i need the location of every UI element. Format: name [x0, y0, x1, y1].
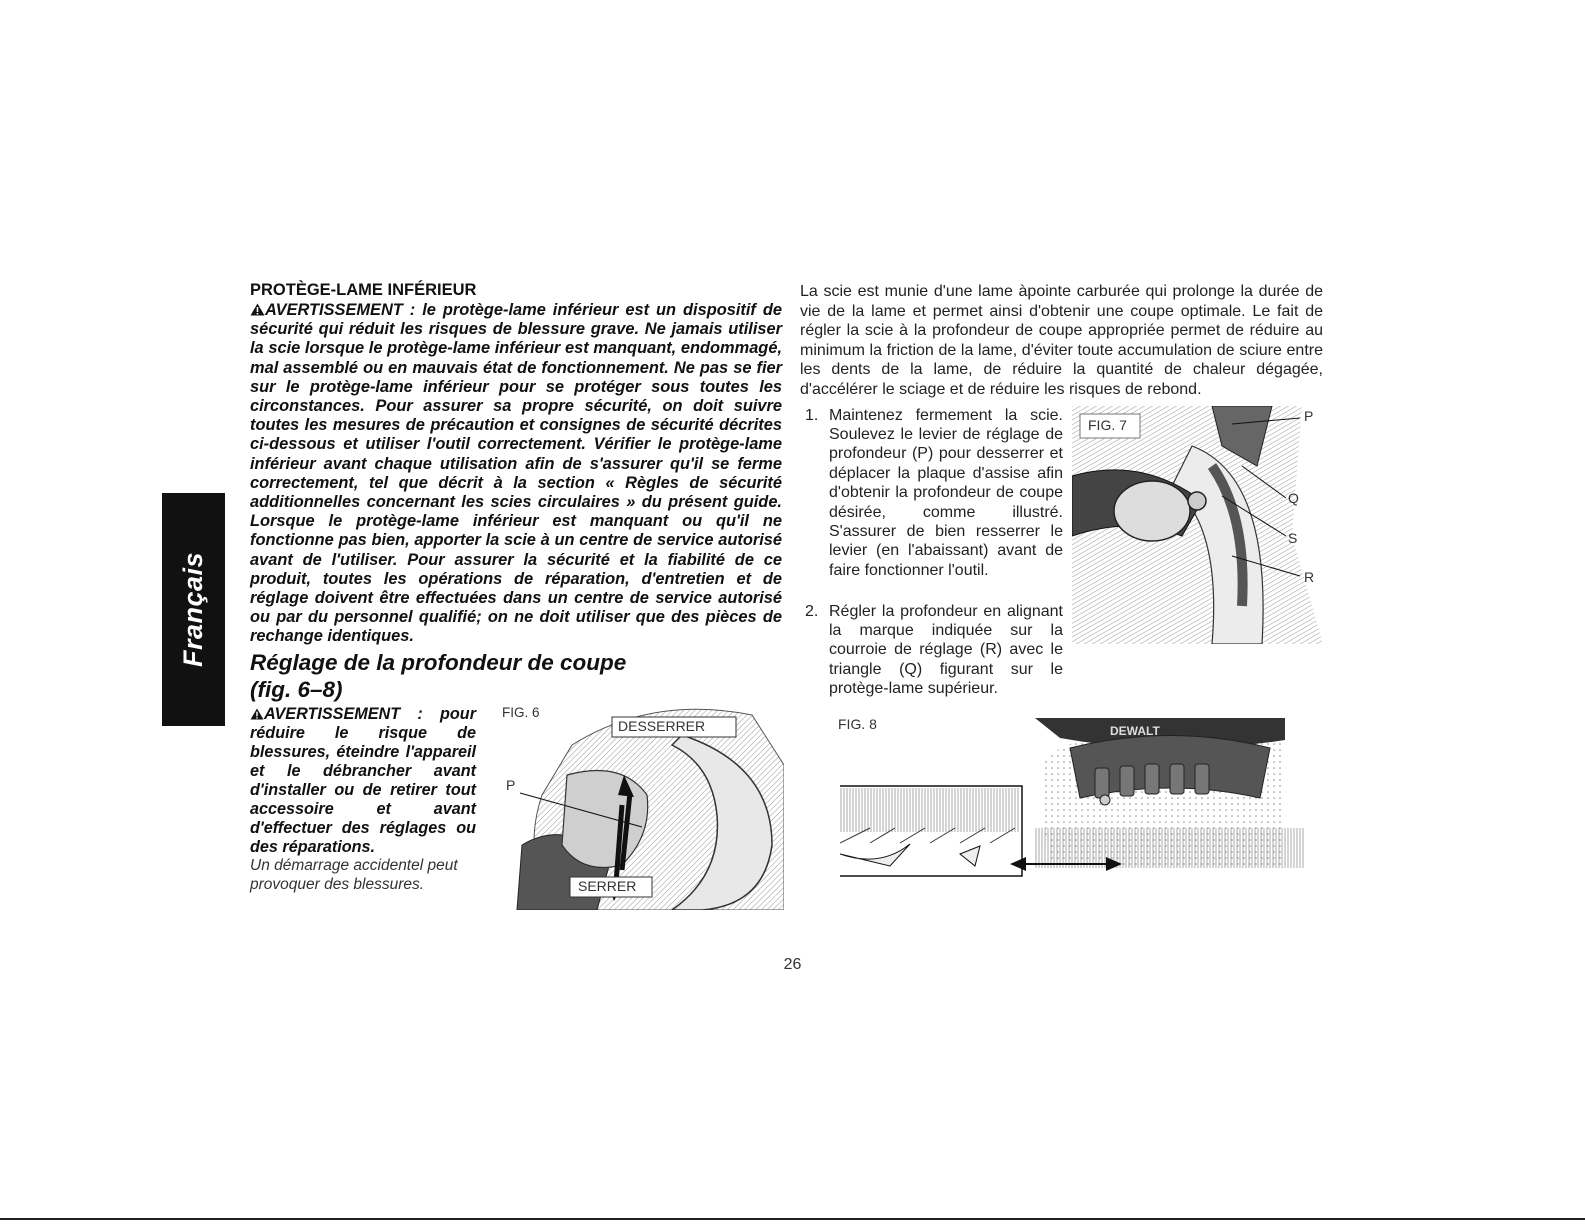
step-number: 2.: [805, 602, 819, 620]
depth-warning: [250, 705, 476, 895]
warning-triangle-icon: [250, 303, 265, 316]
figure-8-brand: DEWALT: [1110, 724, 1160, 738]
figure-6-callout-p: P: [506, 776, 516, 793]
step-number: 1.: [805, 406, 819, 424]
figure-6-illustration: [502, 705, 784, 910]
depth-warning-note: Un démarrage accidentel peut provoquer des blessures.: [250, 857, 458, 893]
figure-6: [502, 705, 784, 910]
step-text: Maintenez fermement la scie. Soulevez le levier de réglage de profondeur (P) pour desserrer et déplacer la plaque d'assise afin d'obtenir la profondeur de coupe désirée, comme illustré. S'assurer de bien resserrer le levier (en l'abaissant) avant de faire fonctionner l'outil.: [829, 406, 1063, 579]
figure-7-illustration: [1072, 406, 1323, 644]
steps-block: [800, 406, 1323, 696]
figure-7-callout-s: S: [1288, 529, 1298, 546]
lower-guard-warning: [250, 301, 782, 647]
figure-8-label: FIG. 8: [838, 716, 877, 732]
depth-subsection: [250, 705, 782, 935]
bottom-rule: [0, 1218, 1585, 1220]
figure-6-label: FIG. 6: [502, 704, 540, 720]
intro-paragraph: La scie est munie d'une lame àpointe carburée qui prolonge la durée de vie de la lame et permet ainsi d'obtenir une coupe optimale. Le fait de régler la scie à la profondeur de coupe appropriée permet de réduire au minimum la friction de la lame, d'éviter toute accumulation de sciure entre les dents de la lame, de réduire la quantité de chaleur dégagée, d'accélérer le sciage et de réduire les risques de rebond.: [800, 283, 1323, 398]
figure-7: [1072, 406, 1323, 644]
figure-7-callout-r: R: [1304, 568, 1315, 585]
lower-guard-warning-text: AVERTISSEMENT : le protège-lame inférieur est un dispositif de sécurité qui réduit les risques de blessure grave. Ne jamais utiliser la scie lorsque le protège-lame inférieur est manquant, endommagé, mal assemblé ou en mauvais état de fonctionnement. Ne pas se fier sur le protège-lame inférieur pour se protéger sous toutes les circonstances. Pour assurer sa propre sécurité, on doit suivre toutes les mesures de précaution et consignes de sécurité décrites ci-dessous et utiliser l'outil correctement. Vérifier le protège-lame inférieur avant chaque utilisation afin de s'assurer qu'il se ferme correctement, tel que décrit à la section « Règles de sécurité additionnelles concernant les scies circulaires » du présent guide. Lorsque le protège-lame inférieur est manquant ou qu'il ne fonctionne pas bien, apporter la scie à un centre de service autorisé avant de l'utiliser. Pour assurer la sécurité et la fiabilité de ce produit, toutes les opérations de réparation, d'entretien et de réglage doivent être effectuées dans un centre de service autorisé ou par du personnel qualifié; on ne doit utiliser que des pièces de rechange identiques.: [250, 301, 782, 646]
language-tab-label: Français: [178, 551, 208, 668]
figure-7-callout-p: P: [1304, 407, 1314, 424]
page-number: 26: [783, 956, 802, 973]
step-1: [805, 406, 1063, 581]
figure-8: [840, 718, 1305, 898]
language-tab: [162, 493, 225, 726]
figure-6-loosen-label: DESSERRER: [618, 717, 706, 734]
step-2: [805, 602, 1063, 699]
warning-triangle-icon: [250, 708, 264, 720]
figure-7-label: FIG. 7: [1088, 416, 1127, 433]
figure-7-callout-q: Q: [1288, 489, 1299, 506]
depth-section-title: [250, 649, 782, 703]
step-text: Régler la profondeur en alignant la marque indiquée sur la courroie de réglage (R) avec le triangle (Q) figurant sur le protège-lame supérieur.: [829, 602, 1063, 698]
figure-8-illustration: [840, 718, 1305, 898]
depth-section-title-line1: Réglage de la profondeur de coupe: [250, 649, 627, 675]
left-column: [250, 280, 782, 935]
depth-section-title-line2: (fig. 6–8): [250, 676, 343, 702]
right-column: [800, 282, 1323, 696]
depth-warning-text: AVERTISSEMENT : pour réduire le risque de blessures, éteindre l'appareil et le débrancher avant d'installer ou de retirer tout accessoire et avant d'effectuer des réglages ou des réparations.: [250, 704, 476, 857]
lower-guard-heading: PROTÈGE-LAME INFÉRIEUR: [250, 281, 477, 299]
figure-6-tighten-label: SERRER: [578, 877, 637, 894]
